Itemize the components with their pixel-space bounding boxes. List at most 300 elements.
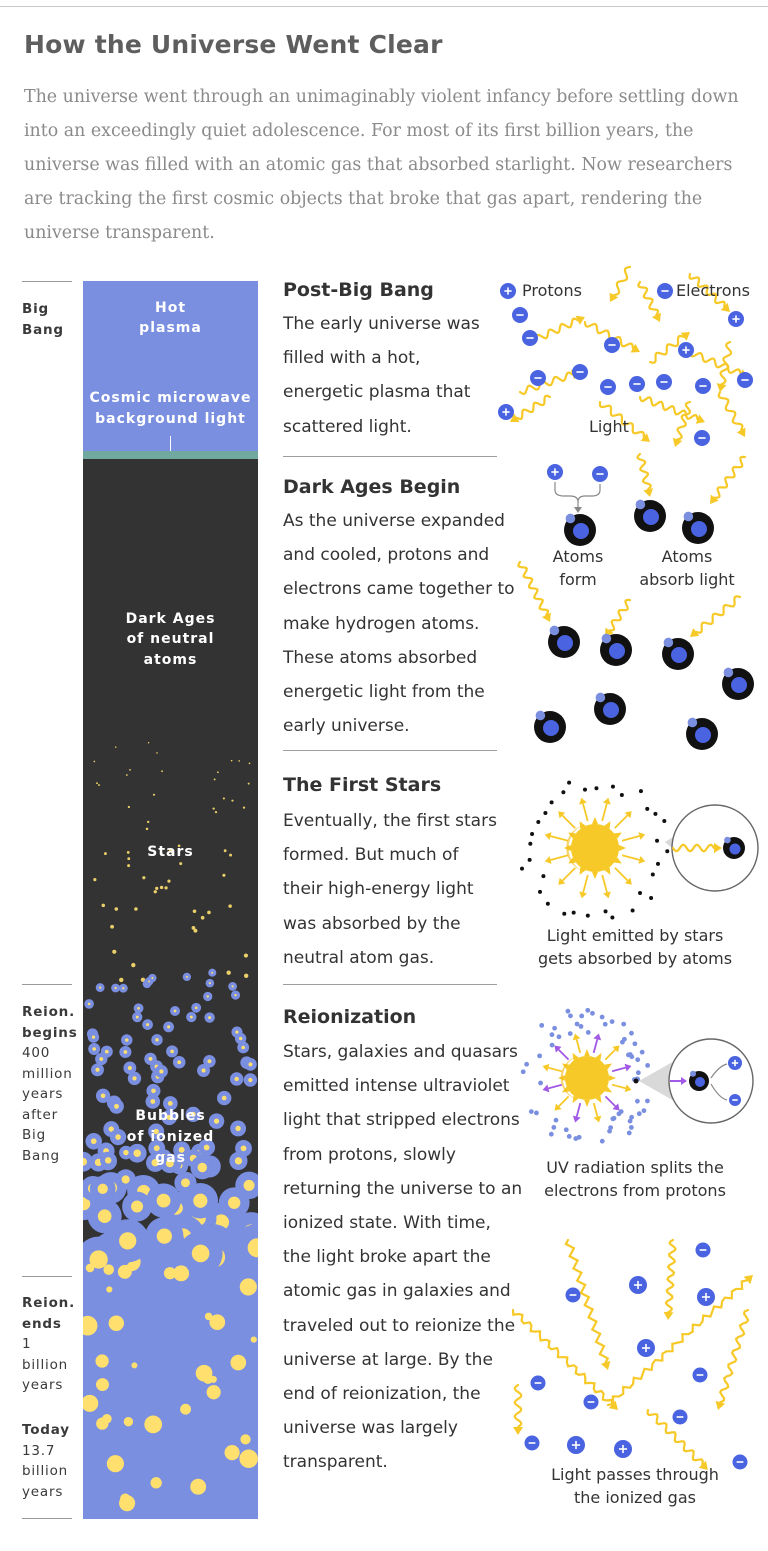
bubble-star — [234, 994, 236, 996]
bubble-star — [122, 987, 124, 989]
uv-caption — [520, 1156, 750, 1202]
label-line: Reion. — [22, 1004, 75, 1020]
star-dot — [229, 854, 232, 857]
bubble-star — [91, 1138, 97, 1144]
atom-dot — [649, 896, 653, 900]
timeline-rule-bottom — [22, 1518, 72, 1519]
arrowhead — [574, 507, 582, 513]
section-divider — [283, 750, 497, 751]
star-dot — [142, 876, 145, 879]
ray-line — [551, 855, 568, 860]
star-dot — [192, 926, 196, 930]
bubble-star — [209, 982, 211, 984]
electron-dot — [557, 1034, 562, 1039]
electron-dot — [534, 1111, 539, 1116]
bubble-star — [132, 1076, 136, 1080]
electron — [629, 376, 645, 392]
hydrogen-atom — [686, 718, 718, 750]
star-dot — [201, 916, 205, 920]
atom-electron — [688, 718, 698, 728]
bubble-star — [244, 1180, 255, 1191]
electron-dot — [600, 1139, 605, 1144]
galaxy-dot — [118, 1265, 132, 1279]
atom-dot — [520, 867, 524, 871]
galaxy-dot — [225, 1445, 240, 1460]
ray-line — [559, 1050, 569, 1060]
light-ray — [640, 397, 705, 424]
ray-line — [583, 804, 588, 821]
ray-arrow — [543, 1064, 562, 1072]
star-dot — [214, 778, 216, 780]
ray-line — [551, 836, 568, 841]
bubble-star — [99, 1057, 103, 1061]
ray-arrow — [554, 1046, 568, 1060]
top-rule — [0, 6, 768, 7]
bubble-star — [151, 977, 153, 979]
ray-arrow — [573, 1103, 581, 1122]
electron-dot — [629, 1125, 634, 1130]
electron — [657, 283, 673, 299]
bubble-star — [204, 1145, 210, 1151]
electron-dot — [566, 1009, 571, 1014]
star-dot — [179, 862, 182, 865]
bubbles-label: gas — [155, 1150, 186, 1166]
bubble-star — [136, 1016, 139, 1019]
ray-line — [594, 1039, 598, 1053]
electron — [673, 1410, 688, 1425]
ray-arrow — [593, 1034, 601, 1053]
proton — [629, 1276, 647, 1294]
label-line: Reion. — [22, 1295, 75, 1311]
atom-dot — [572, 911, 576, 915]
arrowhead — [664, 1312, 674, 1320]
electron-dot — [610, 1019, 615, 1024]
atom-dot — [611, 785, 615, 789]
star-dot — [115, 907, 119, 911]
atom-dot — [594, 786, 598, 790]
bubble-star — [195, 1006, 198, 1009]
star-dot — [222, 874, 225, 877]
atom-dot — [543, 811, 547, 815]
bubble-star — [137, 1007, 140, 1010]
hydrogen-atom — [600, 634, 632, 666]
label-line: years — [22, 1377, 64, 1393]
atom-dot — [583, 788, 587, 792]
ray-arrow — [612, 1084, 631, 1092]
hydrogen-atom — [534, 711, 566, 743]
light-wave — [610, 600, 631, 631]
label-line: begins — [22, 1024, 78, 1041]
electron-dot — [603, 1022, 608, 1027]
electron-dot — [642, 1108, 647, 1113]
electron-dot — [550, 1043, 555, 1048]
light-ray — [530, 316, 585, 344]
caption-line: gets absorbed by atoms — [537, 949, 733, 968]
light-wave — [515, 1385, 521, 1427]
arrowhead — [513, 1427, 523, 1435]
bubble-star — [122, 1175, 130, 1183]
atom-electron — [566, 514, 576, 524]
light-label: Light — [589, 417, 629, 436]
label-line: billion — [22, 1463, 68, 1479]
bubble-star — [146, 1023, 149, 1026]
arrowhead — [710, 495, 719, 504]
atom-dot — [638, 891, 642, 895]
ray-arrow — [602, 875, 611, 898]
electron-dot — [635, 1057, 640, 1062]
electron-dot — [521, 1069, 526, 1074]
galaxy-dot — [106, 1286, 112, 1292]
light-ray — [638, 282, 660, 322]
electron — [525, 1436, 540, 1451]
bubble-star — [181, 1178, 190, 1187]
electron — [512, 307, 528, 323]
caption-line: Light passes through — [551, 1465, 719, 1484]
star-dot — [243, 807, 245, 809]
light-ray — [638, 454, 654, 497]
atom-dot — [620, 793, 624, 797]
galaxy-dot — [180, 1404, 191, 1415]
atom-dot — [528, 842, 532, 846]
electron-dot — [577, 1135, 582, 1140]
electron — [572, 364, 588, 380]
hot-plasma-label: Hot — [154, 300, 187, 316]
ray-arrow — [579, 875, 587, 898]
star-dot — [213, 807, 215, 809]
electron — [694, 430, 710, 446]
bubble-star — [232, 985, 234, 987]
star-spike — [584, 1049, 590, 1056]
ray-line — [583, 875, 588, 892]
bubble-star — [235, 1126, 240, 1131]
atom-dot — [639, 789, 643, 793]
ray-line — [612, 1068, 626, 1072]
label-line: Big — [22, 1127, 46, 1143]
bubble-star — [177, 1060, 181, 1064]
bubble-star — [202, 1069, 206, 1073]
electron-dot — [550, 1032, 555, 1037]
bubble-star — [98, 1184, 108, 1194]
star-dot — [161, 770, 163, 772]
section-title-post-big-bang: Post-Big Bang — [283, 279, 434, 301]
atoms-form-caption — [540, 545, 616, 591]
atom-dot — [550, 800, 554, 804]
atom-dot — [645, 807, 649, 811]
section-divider — [283, 984, 497, 985]
atom-electron — [536, 711, 546, 721]
star-dot — [110, 925, 114, 929]
caption-line: the ionized gas — [574, 1488, 696, 1507]
light-ray — [513, 1385, 523, 1435]
ray-line — [602, 804, 607, 821]
atom-nucleus — [695, 1077, 705, 1087]
electron-dot — [640, 1050, 645, 1055]
ray-line — [548, 1068, 562, 1072]
bubble-star — [208, 1059, 212, 1063]
bubble-star — [214, 1119, 219, 1124]
bubble-star — [119, 1232, 136, 1249]
star-dot — [96, 782, 98, 784]
galaxy-dot — [173, 1265, 189, 1281]
light-ray — [716, 1310, 749, 1410]
star-dot — [238, 760, 240, 762]
electron — [604, 337, 620, 353]
star-dot — [119, 978, 123, 982]
caption-line: UV radiation splits the — [546, 1158, 724, 1177]
star-spike — [609, 1075, 616, 1081]
electron-dot — [539, 1023, 544, 1028]
label-line: Bang — [22, 321, 64, 338]
dark-ages-label: atoms — [143, 652, 198, 668]
light-ray — [719, 392, 746, 437]
arrowhead — [717, 383, 727, 392]
electron — [600, 379, 616, 395]
cmb-band — [83, 451, 258, 459]
bubble-star — [157, 1228, 172, 1243]
atom-nucleus — [643, 509, 659, 525]
star-core — [571, 824, 619, 872]
star-dot — [134, 907, 138, 911]
hydrogen-atom — [722, 668, 754, 700]
proton — [637, 1339, 655, 1357]
atom-dot — [528, 858, 532, 862]
ray-arrow — [558, 868, 575, 885]
galaxy-dot — [240, 1434, 250, 1444]
star-dot — [127, 851, 130, 854]
caption-line: Atoms — [552, 547, 604, 566]
electron-dot — [619, 1109, 624, 1114]
electron-dot — [586, 1030, 591, 1035]
atoms-absorb-caption — [632, 545, 742, 591]
bubble-star — [95, 1068, 99, 1072]
atom-dot — [631, 908, 635, 912]
section-title-reionization: Reionization — [283, 1006, 417, 1028]
bubble-star — [222, 1096, 227, 1101]
atom-electron — [664, 638, 674, 648]
light-wave — [690, 352, 741, 374]
atom-dot — [665, 849, 669, 853]
electron — [522, 330, 538, 346]
atom-nucleus — [730, 844, 741, 855]
ray-line — [577, 1103, 581, 1117]
ray-line — [563, 868, 576, 881]
electron-dot — [568, 1013, 573, 1018]
light-wave — [608, 1280, 747, 1405]
star-dot — [244, 954, 248, 958]
galaxy-dot — [103, 1264, 114, 1275]
ray-line — [622, 855, 639, 860]
galaxy-dot — [240, 1278, 257, 1295]
light-wave — [696, 596, 740, 632]
ray-line — [605, 1096, 615, 1106]
caption-line: electrons from protons — [544, 1181, 726, 1200]
atom-dot — [651, 873, 655, 877]
label-line: 13.7 — [22, 1442, 56, 1459]
atom-nucleus — [543, 720, 559, 736]
ray-line — [594, 1103, 598, 1117]
star-dot — [102, 904, 106, 908]
protons-label: Protons — [522, 281, 582, 300]
atom-dot — [604, 909, 608, 913]
galaxy-dot — [119, 1495, 135, 1511]
proton — [547, 464, 563, 480]
atom-dot — [541, 874, 545, 878]
light-wave — [638, 454, 651, 489]
galaxy-dot — [96, 1378, 109, 1391]
star-dot — [126, 774, 128, 776]
ionized-region — [83, 1259, 258, 1519]
galaxy-dot — [102, 1414, 112, 1424]
electrons-label: Electrons — [676, 281, 750, 300]
light-ray — [690, 596, 740, 637]
galaxy-dot — [196, 1365, 213, 1382]
star-spike — [592, 872, 598, 879]
section-body-dark-ages: As the universe expanded and cooled, protons and electrons came together to make hydrogen atoms. These atoms absorbed energetic light from the early universe. — [283, 511, 515, 737]
galaxy-dot — [190, 1479, 206, 1495]
light-wave — [666, 1240, 676, 1312]
star-spike — [619, 845, 626, 851]
star-dot — [207, 911, 211, 915]
star-dot — [146, 828, 149, 831]
electron-dot — [537, 1053, 542, 1058]
ray-line — [612, 1085, 626, 1089]
bubble-star — [241, 1145, 247, 1151]
electron-dot — [590, 1011, 595, 1016]
electron-dot — [575, 1022, 580, 1027]
light-ray — [513, 1310, 618, 1410]
atom-dot — [562, 912, 566, 916]
arrowhead — [643, 488, 653, 497]
electron-dot — [551, 1125, 556, 1130]
electron-dot — [635, 1099, 640, 1104]
bubble-star — [170, 1050, 174, 1054]
hydrogen-atom — [548, 626, 580, 658]
light-wave — [517, 396, 550, 419]
electron-dot — [627, 1131, 632, 1136]
bubble-star — [192, 1245, 210, 1263]
bubble-star — [133, 1149, 141, 1157]
star-dot — [147, 821, 149, 823]
electron — [592, 466, 608, 482]
atom-dot — [634, 1079, 639, 1084]
proton — [728, 1056, 742, 1070]
atom-nucleus — [603, 702, 619, 718]
galaxy-dot — [230, 1355, 246, 1371]
electron-dot — [629, 1115, 634, 1120]
star-dot — [93, 878, 96, 881]
proton — [678, 342, 694, 358]
star-dot — [115, 746, 116, 747]
light-ray — [673, 402, 690, 447]
star-dot — [231, 800, 233, 802]
bubbles-label: of ionized — [126, 1129, 215, 1145]
electron-dot — [632, 1041, 637, 1046]
atom-dot — [662, 819, 666, 823]
bubble-star — [125, 1038, 128, 1041]
atom-dot — [656, 862, 660, 866]
bubbles-label: Bubbles — [135, 1108, 206, 1124]
electron-dot — [607, 1129, 612, 1134]
atom-dot — [546, 902, 550, 906]
atom-dot — [653, 812, 657, 816]
label-line: years — [22, 1086, 64, 1102]
bubble-star — [228, 1197, 240, 1209]
star-dot — [112, 950, 116, 954]
electron — [696, 1243, 711, 1258]
electron-dot — [567, 1134, 572, 1139]
atom-dot — [536, 820, 540, 824]
star-dot — [228, 904, 232, 908]
bubble-star — [159, 1069, 163, 1073]
proton — [697, 1288, 715, 1306]
star-dot — [249, 763, 251, 765]
atom-nucleus — [695, 727, 711, 743]
ray-arrow — [605, 1045, 619, 1059]
bubble-star — [114, 1104, 119, 1109]
ray-arrow — [615, 868, 632, 885]
atom-electron — [602, 634, 612, 644]
electron-dot — [549, 1132, 554, 1137]
bubble-star — [128, 1066, 132, 1070]
ray-arrow — [612, 1064, 631, 1072]
label-line: billion — [22, 1356, 68, 1373]
electron-dot — [621, 1022, 626, 1027]
electron-dot — [645, 1099, 650, 1104]
bubble-star — [239, 1037, 242, 1040]
light-wave — [614, 267, 630, 295]
light-ray — [608, 1275, 753, 1405]
atom-dot — [538, 890, 542, 894]
star-dot — [231, 760, 233, 762]
bubble-star — [248, 1062, 252, 1066]
star-dot — [153, 794, 155, 796]
bubble-star — [198, 1163, 207, 1172]
hydrogen-atom — [662, 638, 694, 670]
proton — [728, 311, 744, 327]
ray-line — [602, 875, 607, 892]
label-line: 400 — [22, 1045, 51, 1061]
atom-electron — [724, 837, 731, 844]
electron-dot — [579, 1024, 584, 1029]
section-title-dark-ages: Dark Ages Begin — [283, 476, 461, 498]
atoms-illustration — [510, 452, 768, 752]
electron-dot — [529, 1109, 534, 1114]
arrowhead — [641, 433, 650, 442]
label-line: ends — [22, 1315, 62, 1332]
timeline-rule-reion-begins — [22, 984, 72, 985]
star-dot — [94, 761, 96, 763]
star-dot — [98, 784, 100, 786]
electron — [693, 1368, 708, 1383]
ray-arrow — [555, 1096, 569, 1110]
bubble-star — [88, 1003, 91, 1006]
electron-dot — [554, 1118, 559, 1123]
electron-dot — [538, 1081, 543, 1086]
light-wave — [721, 342, 732, 384]
bubble-star — [235, 1030, 238, 1033]
bubble-star — [151, 1089, 155, 1093]
ray-arrow — [594, 1103, 602, 1122]
light-wave — [520, 373, 572, 395]
star-dot — [129, 769, 131, 771]
atom-dot — [655, 839, 659, 843]
electron-dot — [524, 1062, 529, 1067]
star-dot — [224, 849, 227, 852]
light-wave — [638, 282, 658, 315]
label-line: Bang — [22, 1147, 60, 1164]
caption-line: Atoms — [661, 547, 713, 566]
star-core — [565, 1056, 609, 1100]
